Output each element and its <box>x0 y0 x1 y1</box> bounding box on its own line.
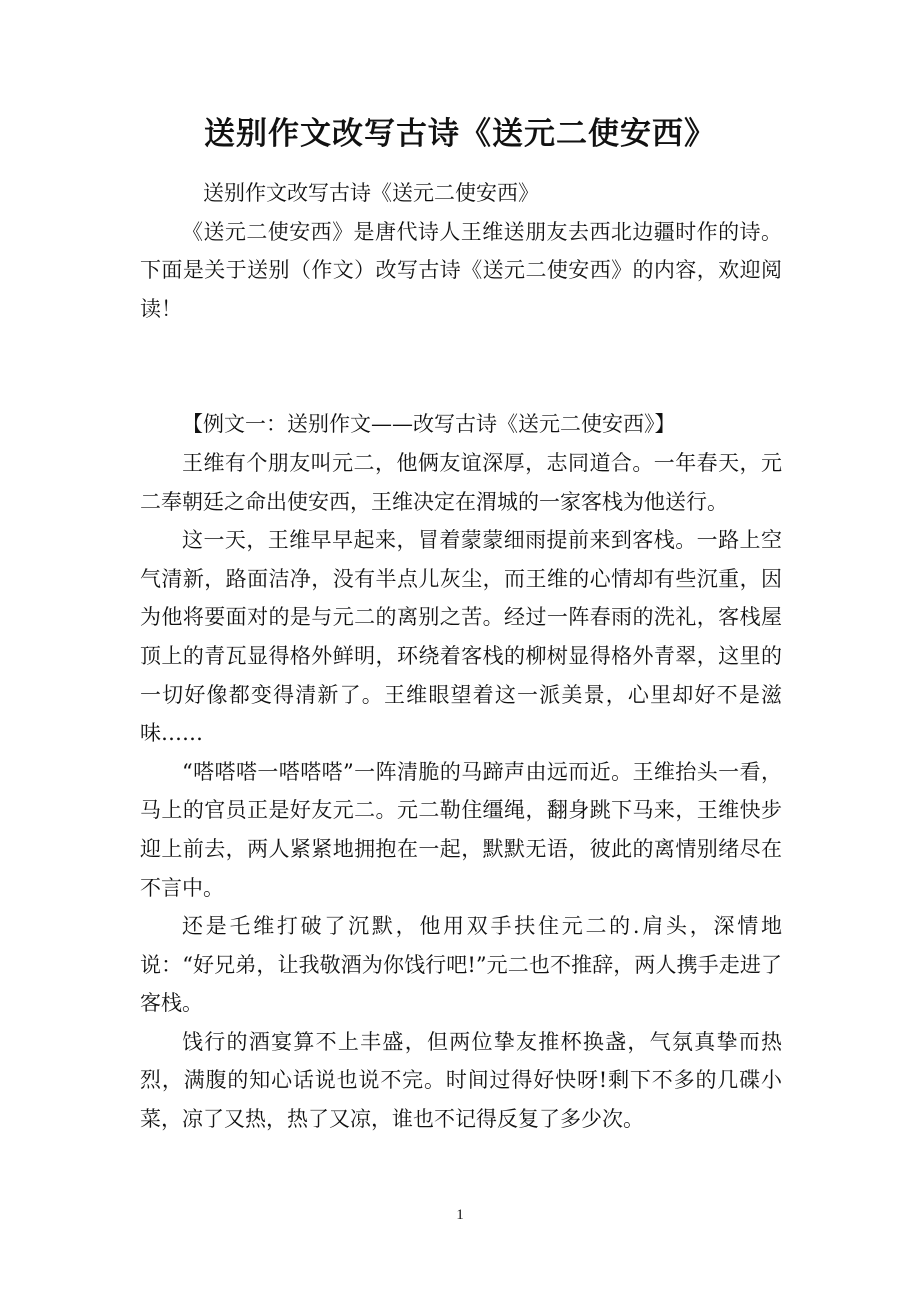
example-heading: 【例文一：送别作文——改写古诗《送元二使安西》】 <box>182 412 676 437</box>
blank-line <box>140 328 782 405</box>
body-paragraph: 还是乇维打破了沉默，他用双手扶住元二的.肩头，深情地说：“好兄弟，让我敬酒为你饯行吧!”元二也不推辞，两人携手走进了客栈。 <box>140 914 782 1016</box>
document-subtitle: 送别作文改写古诗《送元二使安西》 <box>203 181 539 205</box>
body-paragraph: 饯行的酒宴算不上丰盛，但两位挚友推杯换盏，气氛真挚而热烈，满腹的知心话说也说不完。时间过得好快呀!剩下不多的几碟小菜，凉了又热，热了又凉，谁也不记得反复了多少次。 <box>140 1029 782 1132</box>
document-title: 送别作文改写古诗《送元二使安西》 <box>204 116 716 152</box>
page-number: 1 <box>456 1207 464 1223</box>
document-body <box>140 174 782 1139</box>
body-paragraph: 这一天，王维早早起来，冒着蒙蒙细雨提前来到客栈。一路上空气清新，路面洁净，没有半点儿灰尘，而王维的心情却有些沉重，因为他将要面对的是与元二的离别之苦。经过一阵春雨的洗礼，客栈屋顶上的青瓦显得格外鲜明，环绕着客栈的柳树显得格外青翠，这里的一切好像都变得清新了。王维眼望着这一派美景，心里却好不是滋味…… <box>140 528 782 746</box>
intro-paragraph: 《送元二使安西》是唐代诗人王维送朋友去西北边疆时作的诗。下面是关于送别（作文）改写古诗《送元二使安西》的内容，欢迎阅读！ <box>140 219 782 321</box>
body-paragraph: 王维有个朋友叫元二，他俩友谊深厚，志同道合。一年春天，元二奉朝廷之命出使安西，王维决定在渭城的一家客栈为他送行。 <box>140 450 782 514</box>
body-paragraph: “嗒嗒嗒一嗒嗒嗒”一阵清脆的马蹄声由远而近。王维抬头一看，马上的官员正是好友元二。元二勒住缰绳，翻身跳下马来，王维快步迎上前去，两人紧紧地拥抱在一起，默默无语，彼此的离情别绪尽在不言中。 <box>140 759 782 900</box>
